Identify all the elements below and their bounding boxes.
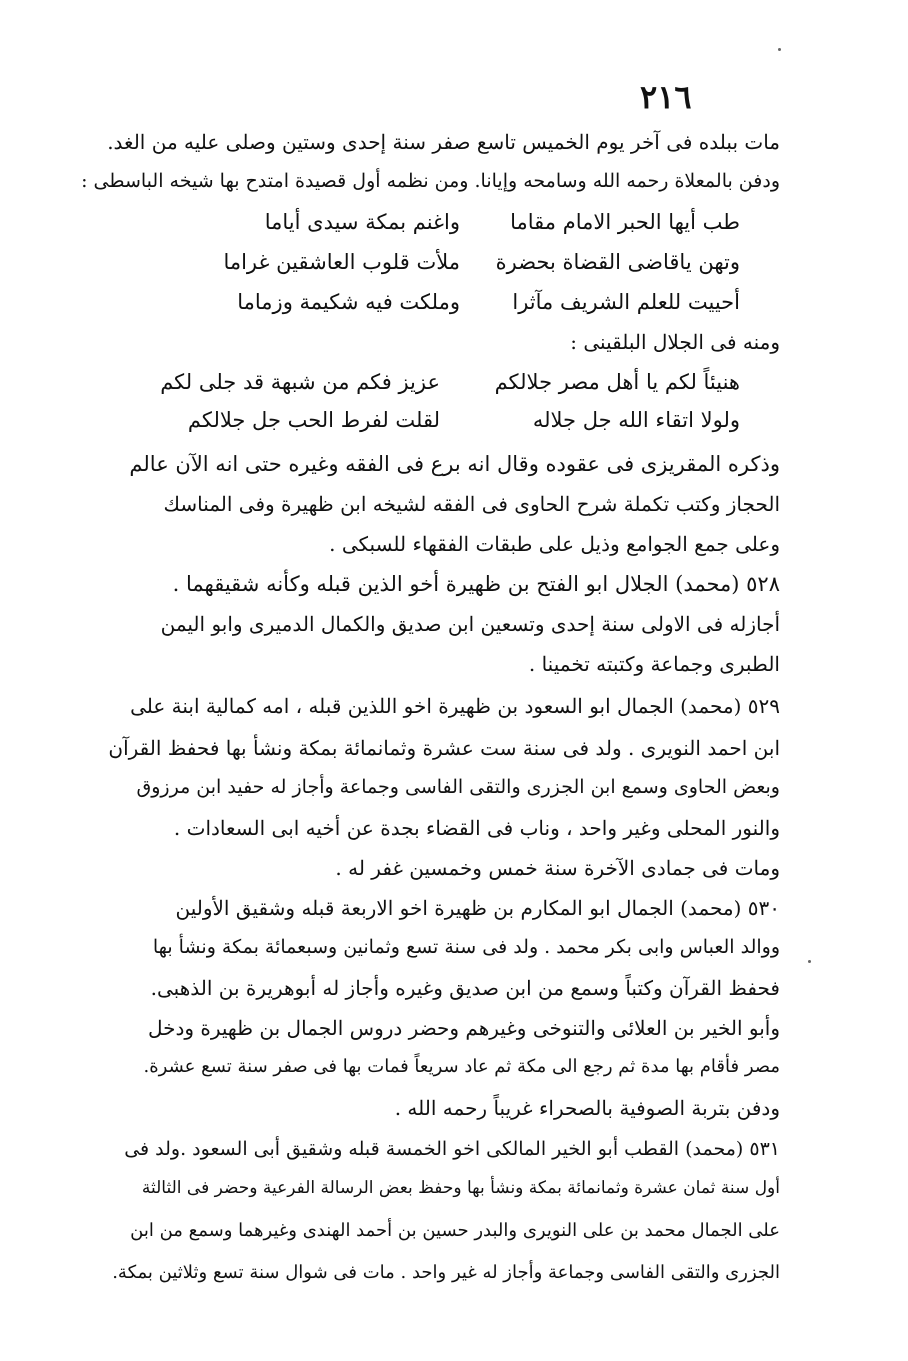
text-line: وأبو الخير بن العلائى والتنوخى وغيرهم وحضر دروس الجمال بن ظهيرة ودخل	[147, 1016, 780, 1040]
verse-first-half: ولولا اتقاء الله جل جلاله	[532, 408, 740, 432]
verse-first-half: أحييت للعلم الشريف مآثرا	[512, 290, 740, 314]
verse-second-half: عزيز فكم من شبهة قد جلى لكم	[160, 370, 440, 394]
text-line: والنور المحلى وغير واحد ، وناب فى القضاء بجدة عن أخيه ابى السعادات .	[173, 816, 780, 840]
text-line: ودفن بتربة الصوفية بالصحراء غريباً رحمه الله .	[394, 1096, 780, 1120]
text-line: أول سنة ثمان عشرة وثمانمائة بمكة ونشأ بها وحفظ بعض الرسالة الفرعية وحضر فى الثالثة	[141, 1178, 780, 1198]
verse-second-half: ملأت قلوب العاشقين غراما	[223, 250, 460, 274]
text-line: وبعض الحاوى وسمع ابن الجزرى والتقى الفاسى وجماعة وأجاز له حفيد ابن مرزوق	[136, 776, 780, 798]
text-line: ابن احمد النويرى . ولد فى سنة ست عشرة وثمانمائة بمكة ونشأ بها فحفظ القرآن	[108, 736, 780, 760]
text-line: مصر فأقام بها مدة ثم رجع الى مكة ثم عاد سريعاً فمات بها فى صفر سنة تسع عشرة.	[143, 1056, 780, 1077]
verse-first-half: طب أيها الحبر الامام مقاما	[510, 210, 740, 234]
page-speck	[808, 960, 811, 963]
text-line: وذكره المقريزى فى عقوده وقال انه برع فى الفقه وغيره حتى انه الآن عالم	[129, 452, 780, 476]
verse-first-half: وتهن ياقاضى القضاة بحضرة	[495, 250, 740, 274]
text-line: مات ببلده فى آخر يوم الخميس تاسع صفر سنة إحدى وستين وصلى عليه من الغد.	[107, 130, 780, 154]
verse-second-half: وملكت فيه شكيمة وزماما	[237, 290, 460, 314]
text-line: أجازله فى الاولى سنة إحدى وتسعين ابن صديق والكمال الدميرى وابو اليمن	[160, 612, 780, 636]
entry-528: ٥٢٨ (محمد) الجلال ابو الفتح بن ظهيرة أخو الذين قبله وكأنه شقيقهما .	[172, 572, 780, 596]
text-line: وعلى جمع الجوامع وذيل على طبقات الفقهاء للسبكى .	[329, 532, 780, 556]
entry-530: ٥٣٠ (محمد) الجمال ابو المكارم بن ظهيرة اخو الاربعة قبله وشقيق الأولين	[175, 896, 780, 920]
entry-531: ٥٣١ (محمد) القطب أبو الخير المالكى اخو الخمسة قبله وشقيق أبى السعود .ولد فى	[124, 1138, 780, 1160]
text-line: الطبرى وجماعة وكتبته تخمينا .	[528, 652, 780, 676]
verse-first-half: هنيئاً لكم يا أهل مصر جلالكم	[494, 370, 740, 394]
text-line: فحفظ القرآن وكتباً وسمع من ابن صديق وغيره وأجاز له أبوهريرة بن الذهبى.	[150, 976, 780, 1000]
text-line: ودفن بالمعلاة رحمه الله وسامحه وإيانا. ومن نظمه أول قصيدة امتدح بها شيخه الباسطى :	[81, 170, 780, 192]
main-text	[80, 0, 780, 1361]
text-line: ووالد العباس وابى بكر محمد . ولد فى سنة تسع وثمانين وسبعمائة بمكة ونشأ بها	[152, 936, 780, 958]
text-line: على الجمال محمد بن على النويرى والبدر حسين بن أحمد الهندى وغيرهما وسمع من ابن	[130, 1220, 780, 1241]
text-line: الجزرى والتقى الفاسى وجماعة وأجاز له غير واحد . مات فى شوال سنة تسع وثلاثين بمكة.	[112, 1262, 780, 1283]
text-line: ومات فى جمادى الآخرة سنة خمس وخمسين غفر له .	[335, 856, 780, 880]
entry-529: ٥٢٩ (محمد) الجمال ابو السعود بن ظهيرة اخو اللذين قبله ، امه كمالية ابنة على	[130, 694, 780, 718]
verse-second-half: واغنم بمكة سيدى أياما	[264, 210, 460, 234]
text-line: الحجاز وكتب تكملة شرح الحاوى فى الفقه لشيخه ابن ظهيرة وفى المناسك	[163, 492, 780, 516]
page-speck	[778, 48, 781, 51]
page-number: ٢١٦	[640, 78, 692, 116]
poem-intro: ومنه فى الجلال البلقينى :	[570, 330, 780, 354]
verse-second-half: لقلت لفرط الحب جل جلالكم	[187, 408, 440, 432]
